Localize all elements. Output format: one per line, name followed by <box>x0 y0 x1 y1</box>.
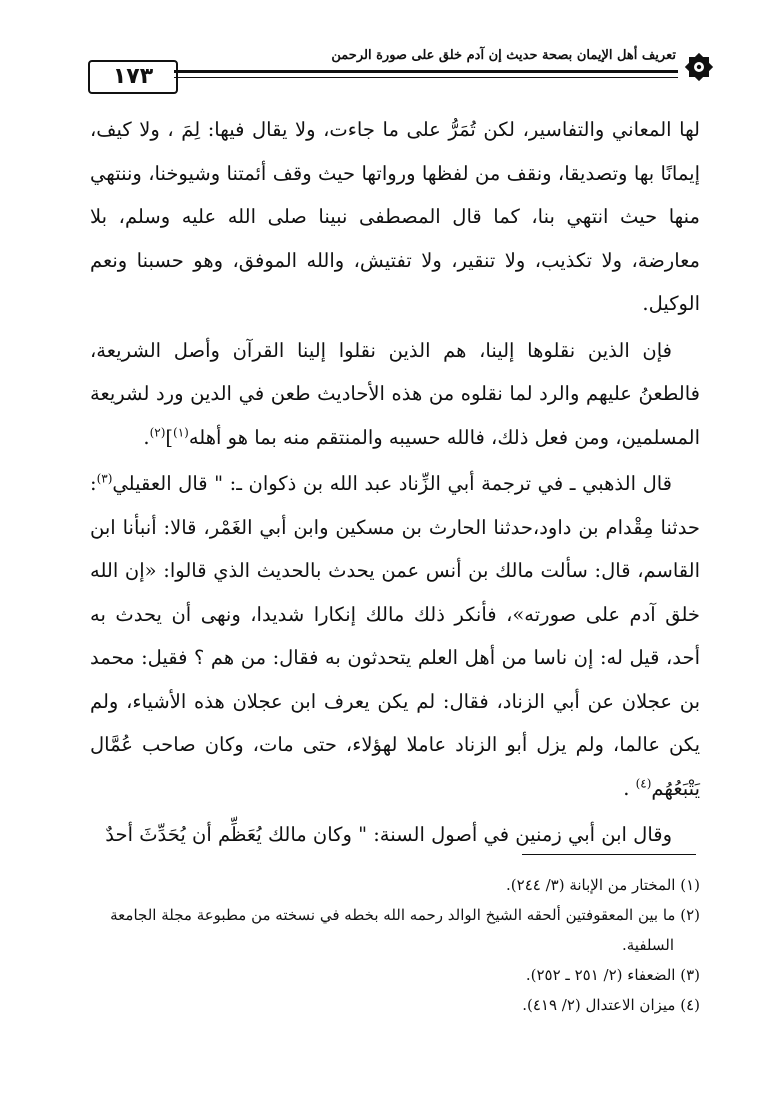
footnote: (١) المختار من الإبانة (٣/ ٢٤٤). <box>506 876 700 894</box>
footnotes <box>90 870 700 1020</box>
footnote: (٣) الضعفاء (٢/ ٢٥١ ـ ٢٥٢). <box>525 966 700 984</box>
paragraph: وقال ابن أبي زمنين في أصول السنة: " وكان مالك يُعَظِّم أن يُحَدِّثَ أحدٌ <box>105 823 672 846</box>
footnote-ref: (٤) <box>635 776 652 790</box>
footnote: (٤) ميزان الاعتدال (٢/ ٤١٩). <box>522 996 700 1014</box>
paragraph: لها المعاني والتفاسير، لكن تُمَرُّ على ما جاءت، ولا يقال فيها: لِمَ ، ولا كيف، إيمانًا بها وتصديقا، ونقف من لفظها ورواتها حيث وقف أئمتنا وشيوخنا، وننتهي منها حيث انتهي بنا، كما قال المصطفى نبينا صلى الله عليه وسلم، بلا معارضة، ولا تكذيب، ولا تنقير، ولا تفتيش، والله الموفق، وهو حسبنا ونعم الوكيل. <box>90 118 700 315</box>
paragraph: فإن الذين نقلوها إلينا، هم الذين نقلوا إلينا القرآن وأصل الشريعة، فالطعنُ عليهم والرد لما نقلوه من هذه الأحاديث طعن في الدين ورد لشريعة المسلمين، ومن فعل ذلك، فالله حسيبه والمنتقم منه بما هو أهله$^{(١)}$]$^{(٢)}$. <box>90 338 700 449</box>
star-ornament-icon <box>682 50 716 84</box>
footnote-separator <box>522 854 696 855</box>
footnote-ref: (٢) <box>149 425 166 439</box>
running-title: تعريف أهل الإيمان بصحة حديث إن آدم خلق على صورة الرحمن <box>331 48 676 63</box>
footnote-ref: (١) <box>173 425 189 439</box>
page-number: ١٧٣ <box>88 60 178 94</box>
paragraph: قال الذهبي ـ في ترجمة أبي الزِّناد عبد الله بن ذكوان ـ: " قال العقيلي$^{(٣)}$: حدثنا مِقْدام بن داود،حدثنا الحارث بن مسكين وابن أبي الغَمْر، قالا: أنبأنا ابن القاسم، قال: سألت مالك بن أنس عمن يحدث بالحديث الذي قالوا: «إن الله خلق آدم على صورته»، فأنكر ذلك مالك إنكارا شديدا، ونهى أن يحدث به أحد، قيل له: إن ناسا من أهل العلم يتحدثون به فقال: من هم ؟ فقيل: محمد بن عجلان عن أبي الزناد، فقال: لم يكن يعرف ابن عجلان هذه الأشياء، ولم يكن عالما، ولم يزل أبو الزناد عاملا لهؤلاء، حتى مات، وكان صاحب عُمَّال يَتْبَعُهُم$^{(٤)}$ . <box>90 471 700 800</box>
page-header <box>88 46 716 90</box>
footnote: (٢) ما بين المعقوفتين ألحقه الشيخ الوالد رحمه الله بخطه في نسخته من مطبوعة مجلة الجامعة <box>110 906 700 924</box>
main-text <box>90 108 700 857</box>
header-rule-thin <box>174 77 678 78</box>
header-rule <box>174 70 678 73</box>
footnote-continuation: السلفية. <box>621 936 674 954</box>
footnote-ref: (٣) <box>96 471 113 486</box>
